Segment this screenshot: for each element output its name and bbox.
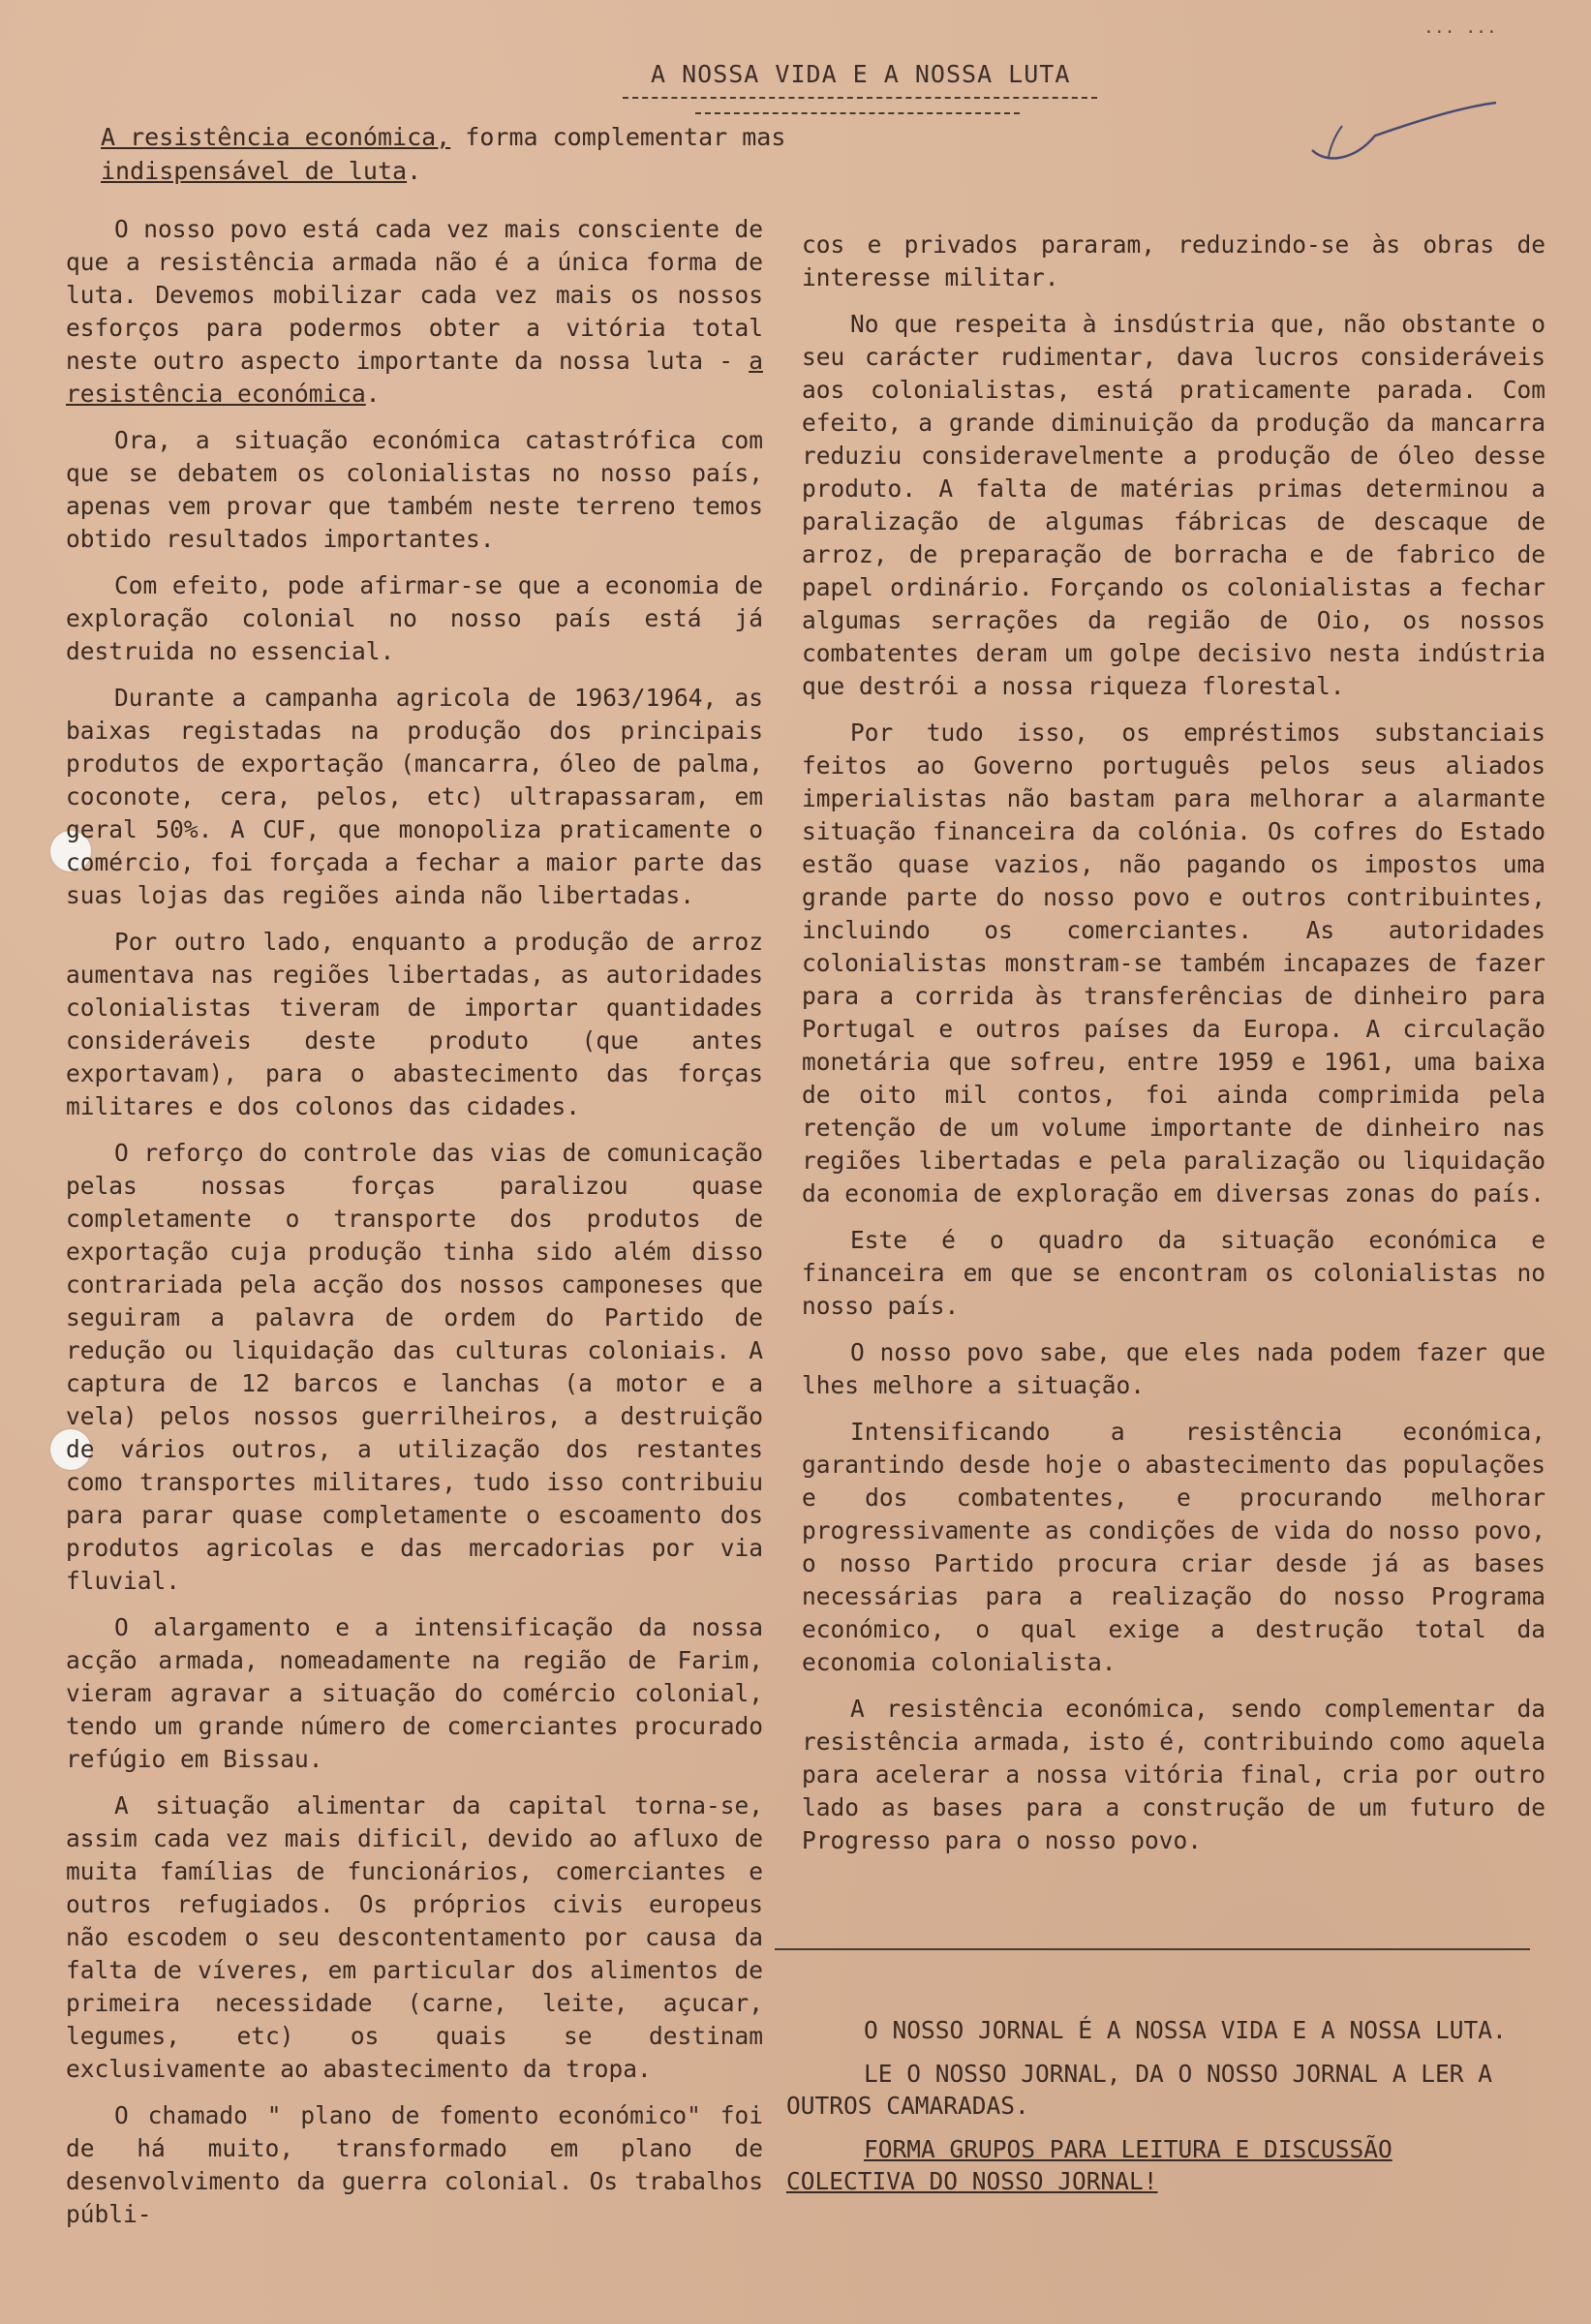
footer-line-3: FORMA GRUPOS PARA LEITURA E DISCUSSÃO COLECTIVA DO NOSSO JORNAL! [786, 2135, 1392, 2195]
right-column [802, 229, 1545, 1871]
right-paragraph-4: Este é o quadro da situação económica e financeira em que se encontram os colonialistas no nosso país. [802, 1226, 1545, 1320]
right-paragraph-1: cos e privados pararam, reduzindo-se às obras de interesse militar. [802, 230, 1545, 291]
left-column [66, 213, 763, 2245]
right-paragraph-3: Por tudo isso, os empréstimos substanciais feitos ao Governo português pelos seus aliados imperialistas não bastam para melhorar a alarmante situação financeira da colónia. Os cofres do Estado estão quase vazios, não pagando os impostos uma grande parte do nosso povo e outros contribuintes, incluindo os comerciantes. As autoridades colonialistas monstram-se também incapazes de fazer para a corrida às transferências de dinheiro para Portugal e outros países da Europa. A circulação monetária que sofreu, entre 1959 e 1961, uma baixa de oito mil contos, foi ainda comprimida pela retenção de um volume importante de dinheiro nas regiões libertadas e pela paralização ou liquidação da economia de exploração em diversas zonas do país. [802, 719, 1545, 1208]
subtitle-underlined: A resistência económica, [101, 123, 451, 151]
page-title: A NOSSA VIDA E A NOSSA LUTA [651, 60, 1071, 88]
left-p1-text: O nosso povo está cada vez mais consciente de que a resistência armada não é a única forma de luta. Devemos mobilizar cada vez mais os nossos esforços para podermos obter a vitória total neste outro aspecto importante da nossa luta - [66, 215, 763, 375]
footer-line-1: O NOSSO JORNAL É A NOSSA VIDA E A NOSSA LUTA. [864, 2016, 1507, 2044]
corner-mark: ... ... [1423, 17, 1497, 38]
right-paragraph-6: Intensificando a resistência económica, garantindo desde hoje o abastecimento das populações e dos combatentes, e procurando melhorar progressivamente as condições de vida do nosso povo, o nosso Partido procura criar desde já as bases necessárias para a realização do nosso Programa económico, o qual exige a destrução total da economia colonialista. [802, 1418, 1545, 1676]
left-paragraph-2: Ora, a situação económica catastrófica com que se debatem os colonialistas no nosso país, apenas vem provar que também neste terreno temos obtido resultados importantes. [66, 426, 763, 553]
subtitle-end: . [407, 157, 422, 185]
title-rule-secondary [695, 112, 1020, 114]
right-paragraph-5: O nosso povo sabe, que eles nada podem fazer que lhes melhore a situação. [802, 1338, 1545, 1399]
left-paragraph-1 [66, 213, 763, 411]
left-paragraph-3: Com efeito, pode afirmar-se que a economia de exploração colonial no nosso país está já destruida no essencial. [66, 571, 763, 665]
subtitle-underlined-2: indispensável de luta [101, 157, 408, 185]
footer-line-2: LE O NOSSO JORNAL, DA O NOSSO JORNAL A LER A OUTROS CAMARADAS. [786, 2060, 1493, 2120]
left-paragraph-9: O chamado " plano de fomento económico" foi de há muito, transformado em plano de desenvolvimento da guerra colonial. Os trabalhos públi- [66, 2101, 763, 2228]
footer-slogans [786, 2014, 1532, 2209]
right-paragraph-2: No que respeita à insdústria que, não obstante o seu carácter rudimentar, dava lucros consideráveis aos colonialistas, está praticamente parada. Com efeito, a grande diminuição da produção da mancarra reduziu consideravelmente a produção de óleo desse produto. A falta de matérias primas determinou a paralização de algumas fábricas de descaque de arroz, de preparação de borracha e de fabrico de papel ordinário. Forçando os colonialistas a fechar algumas serrações da região de Oio, os nossos combatentes deram um golpe decisivo nesta indústria que destrói a nossa riqueza florestal. [802, 310, 1545, 700]
left-paragraph-6: O reforço do controle das vias de comunicação pelas nossas forças paralizou quase completamente o transporte dos produtos de exportação cuja produção tinha sido além disso contrariada pela acção dos nossos camponeses que seguiram a palavra de ordem do Partido de redução ou liquidação das culturas coloniais. A captura de 12 barcos e lanchas (a motor e a vela) pelos nossos guerrilheiros, a destruição de vários outros, a utilização dos restantes como transportes militares, tudo isso contribuiu para parar quase completamente o escoamento dos produtos agricolas e das mercadorias por via fluvial. [66, 1139, 763, 1595]
left-paragraph-8: A situação alimentar da capital torna-se, assim cada vez mais dificil, devido ao afluxo de muita famílias de funcionários, comerciantes e outros refugiados. Os próprios civis europeus não escodem o seu descontentamento por causa da falta de víveres, em particular dos alimentos de primeira necessidade (carne, leite, açucar, legumes, etc) os quais se destinam exclusivamente ao abastecimento da tropa. [66, 1791, 763, 2083]
left-p1-end: . [365, 380, 381, 408]
pen-mark-icon [1307, 97, 1501, 174]
right-paragraph-7: A resistência económica, sendo complementar da resistência armada, isto é, contribuindo como aquela para acelerar a nossa vitória final, cria por outro lado as bases para a construção de um futuro de Progresso para o nosso povo. [802, 1695, 1545, 1854]
left-paragraph-5: Por outro lado, enquanto a produção de arroz aumentava nas regiões libertadas, as autoridades colonialistas tiveram de importar quantidades consideráveis deste produto (que antes exportavam), para o abastecimento das forças militares e dos colonos das cidades. [66, 928, 763, 1120]
left-p1-underlined: a resistência económica [66, 347, 763, 408]
left-paragraph-7: O alargamento e a intensificação da nossa acção armada, nomeadamente na região de Farim, vieram agravar a situação do comércio colonial, tendo um grande número de comerciantes procurado refúgio em Bissau. [66, 1613, 763, 1773]
article-subtitle [101, 120, 798, 188]
subtitle-rest: forma complementar mas [450, 123, 786, 151]
footer-separator [775, 1948, 1530, 1950]
left-paragraph-4: Durante a campanha agricola de 1963/1964, as baixas registadas na produção dos principais produtos de exportação (mancarra, óleo de palma, coconote, cera, pelos, etc) ultrapassaram, em geral 50%. A CUF, que monopoliza praticamente o comércio, foi forçada a fechar a maior parte das suas lojas das regiões ainda não libertadas. [66, 684, 763, 909]
title-rule [623, 97, 1097, 99]
